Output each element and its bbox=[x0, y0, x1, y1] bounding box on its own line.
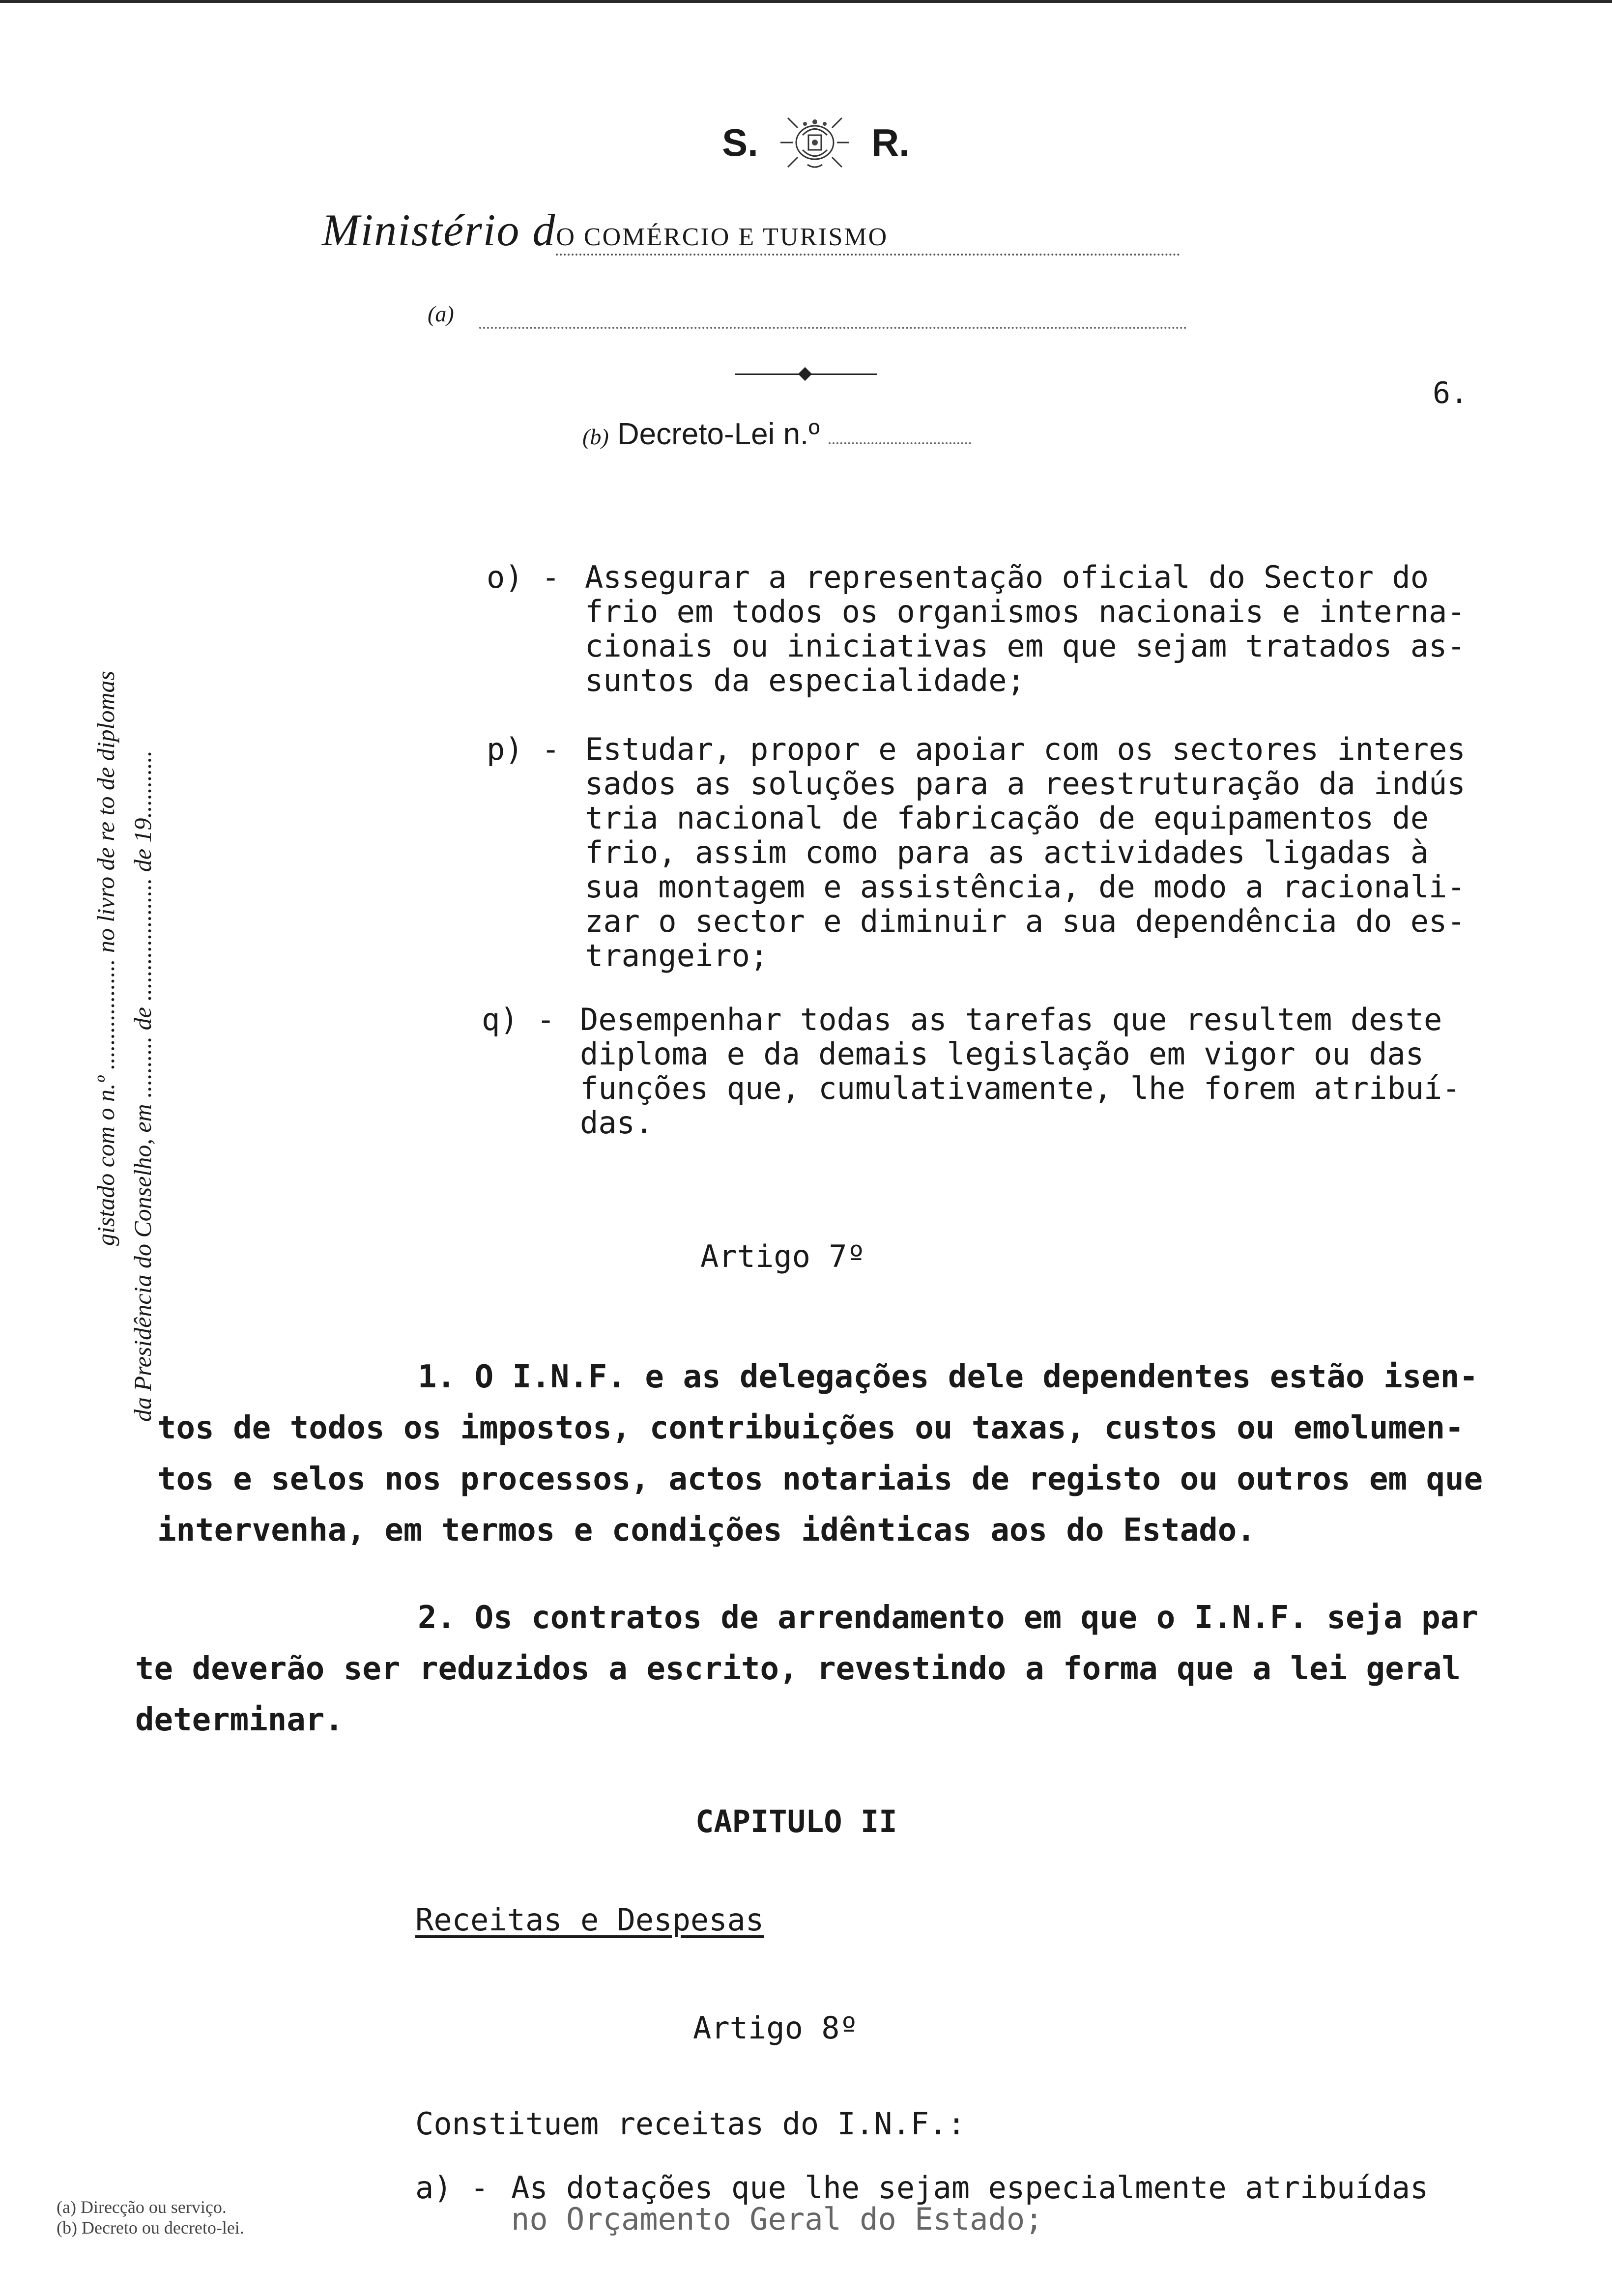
item-label: q) - bbox=[482, 1002, 555, 1037]
decreto-marker: (b) bbox=[582, 424, 609, 449]
margin-registry-line-2: da Presidência do Conselho, em .......... de .................... de 19........... bbox=[129, 750, 156, 1422]
ministry-name: O COMÉRCIO E TURISMO bbox=[556, 223, 1180, 256]
footnote-a: (a) Direcção ou serviço. bbox=[57, 2197, 227, 2217]
margin-registry-line-1: gistado com o n.º .................. no livro de re to de diplomas bbox=[92, 670, 119, 1246]
footnote-a-marker: (a) bbox=[428, 301, 454, 326]
chapter-heading: CAPITULO II bbox=[695, 1804, 897, 1839]
article-7-paragraph-2: 2. Os contratos de arrendamento em que o I.N.F. seja par te deverão ser reduzidos a escrito, revestindo a forma que a lei geral determinar. bbox=[135, 1600, 1478, 1738]
ministry-prefix: Ministério d bbox=[322, 205, 556, 255]
item-label: a) - bbox=[415, 2170, 489, 2206]
page-number: 6. bbox=[1433, 376, 1468, 410]
receitas-intro: Constituem receitas do I.N.F.: bbox=[415, 2106, 966, 2142]
coat-of-arms-icon bbox=[778, 113, 852, 172]
footnotes bbox=[57, 2197, 244, 2238]
item-text: Desempenhar todas as tarefas que resultem deste diploma e da demais legislação em vigor ou das funções que, cumulativamente, lhe forem atribuí- das. bbox=[580, 1002, 1461, 1141]
footnote-b: (b) Decreto ou decreto-lei. bbox=[57, 2218, 244, 2238]
item-text: Estudar, propor e apoiar com os sectores interes sados as soluções para a reestruturação da indús tria nacional de fabricação de equipamentos de frio, assim como para as actividades ligadas à sua montagem e assistência, de modo a racionali- zar o sector e diminuir a sua dependência do es- trangeiro; bbox=[585, 731, 1466, 974]
ministry-title bbox=[322, 204, 1180, 256]
article-7-paragraph-1: 1. O I.N.F. e as delegações dele dependentes estão isen- tos de todos os impostos, contribuições ou taxas, custos ou emolumen- tos e selos nos processos, actos notariais de registo ou outros em que intervenha, em termos e condições idênticas aos do Estado. bbox=[157, 1359, 1483, 1549]
item-label: p) - bbox=[487, 731, 560, 767]
article-7-heading: Artigo 7º bbox=[700, 1238, 865, 1274]
article-8-heading: Artigo 8º bbox=[693, 2010, 858, 2046]
sr-left: S. bbox=[722, 120, 758, 164]
item-text: Assegurar a representação oficial do Sector do frio em todos os organismos nacionais e interna- cionais ou iniciativas em que sejam tratados as- suntos da especialidade; bbox=[585, 559, 1466, 698]
sr-header bbox=[693, 113, 939, 172]
top-border bbox=[0, 0, 1612, 3]
decreto-line bbox=[582, 417, 971, 452]
section-heading-receitas: Receitas e Despesas bbox=[415, 1902, 764, 1938]
sr-right: R. bbox=[871, 120, 910, 164]
item-label: o) - bbox=[487, 559, 560, 595]
service-line bbox=[479, 327, 1187, 329]
decreto-label: Decreto-Lei n.º bbox=[617, 417, 820, 451]
decreto-number-line bbox=[829, 442, 971, 444]
divider-ornament bbox=[798, 367, 812, 381]
item-text: As dotações que lhe sejam especialmente atribuídas no Orçamento Geral do Estado; bbox=[511, 2170, 1429, 2237]
